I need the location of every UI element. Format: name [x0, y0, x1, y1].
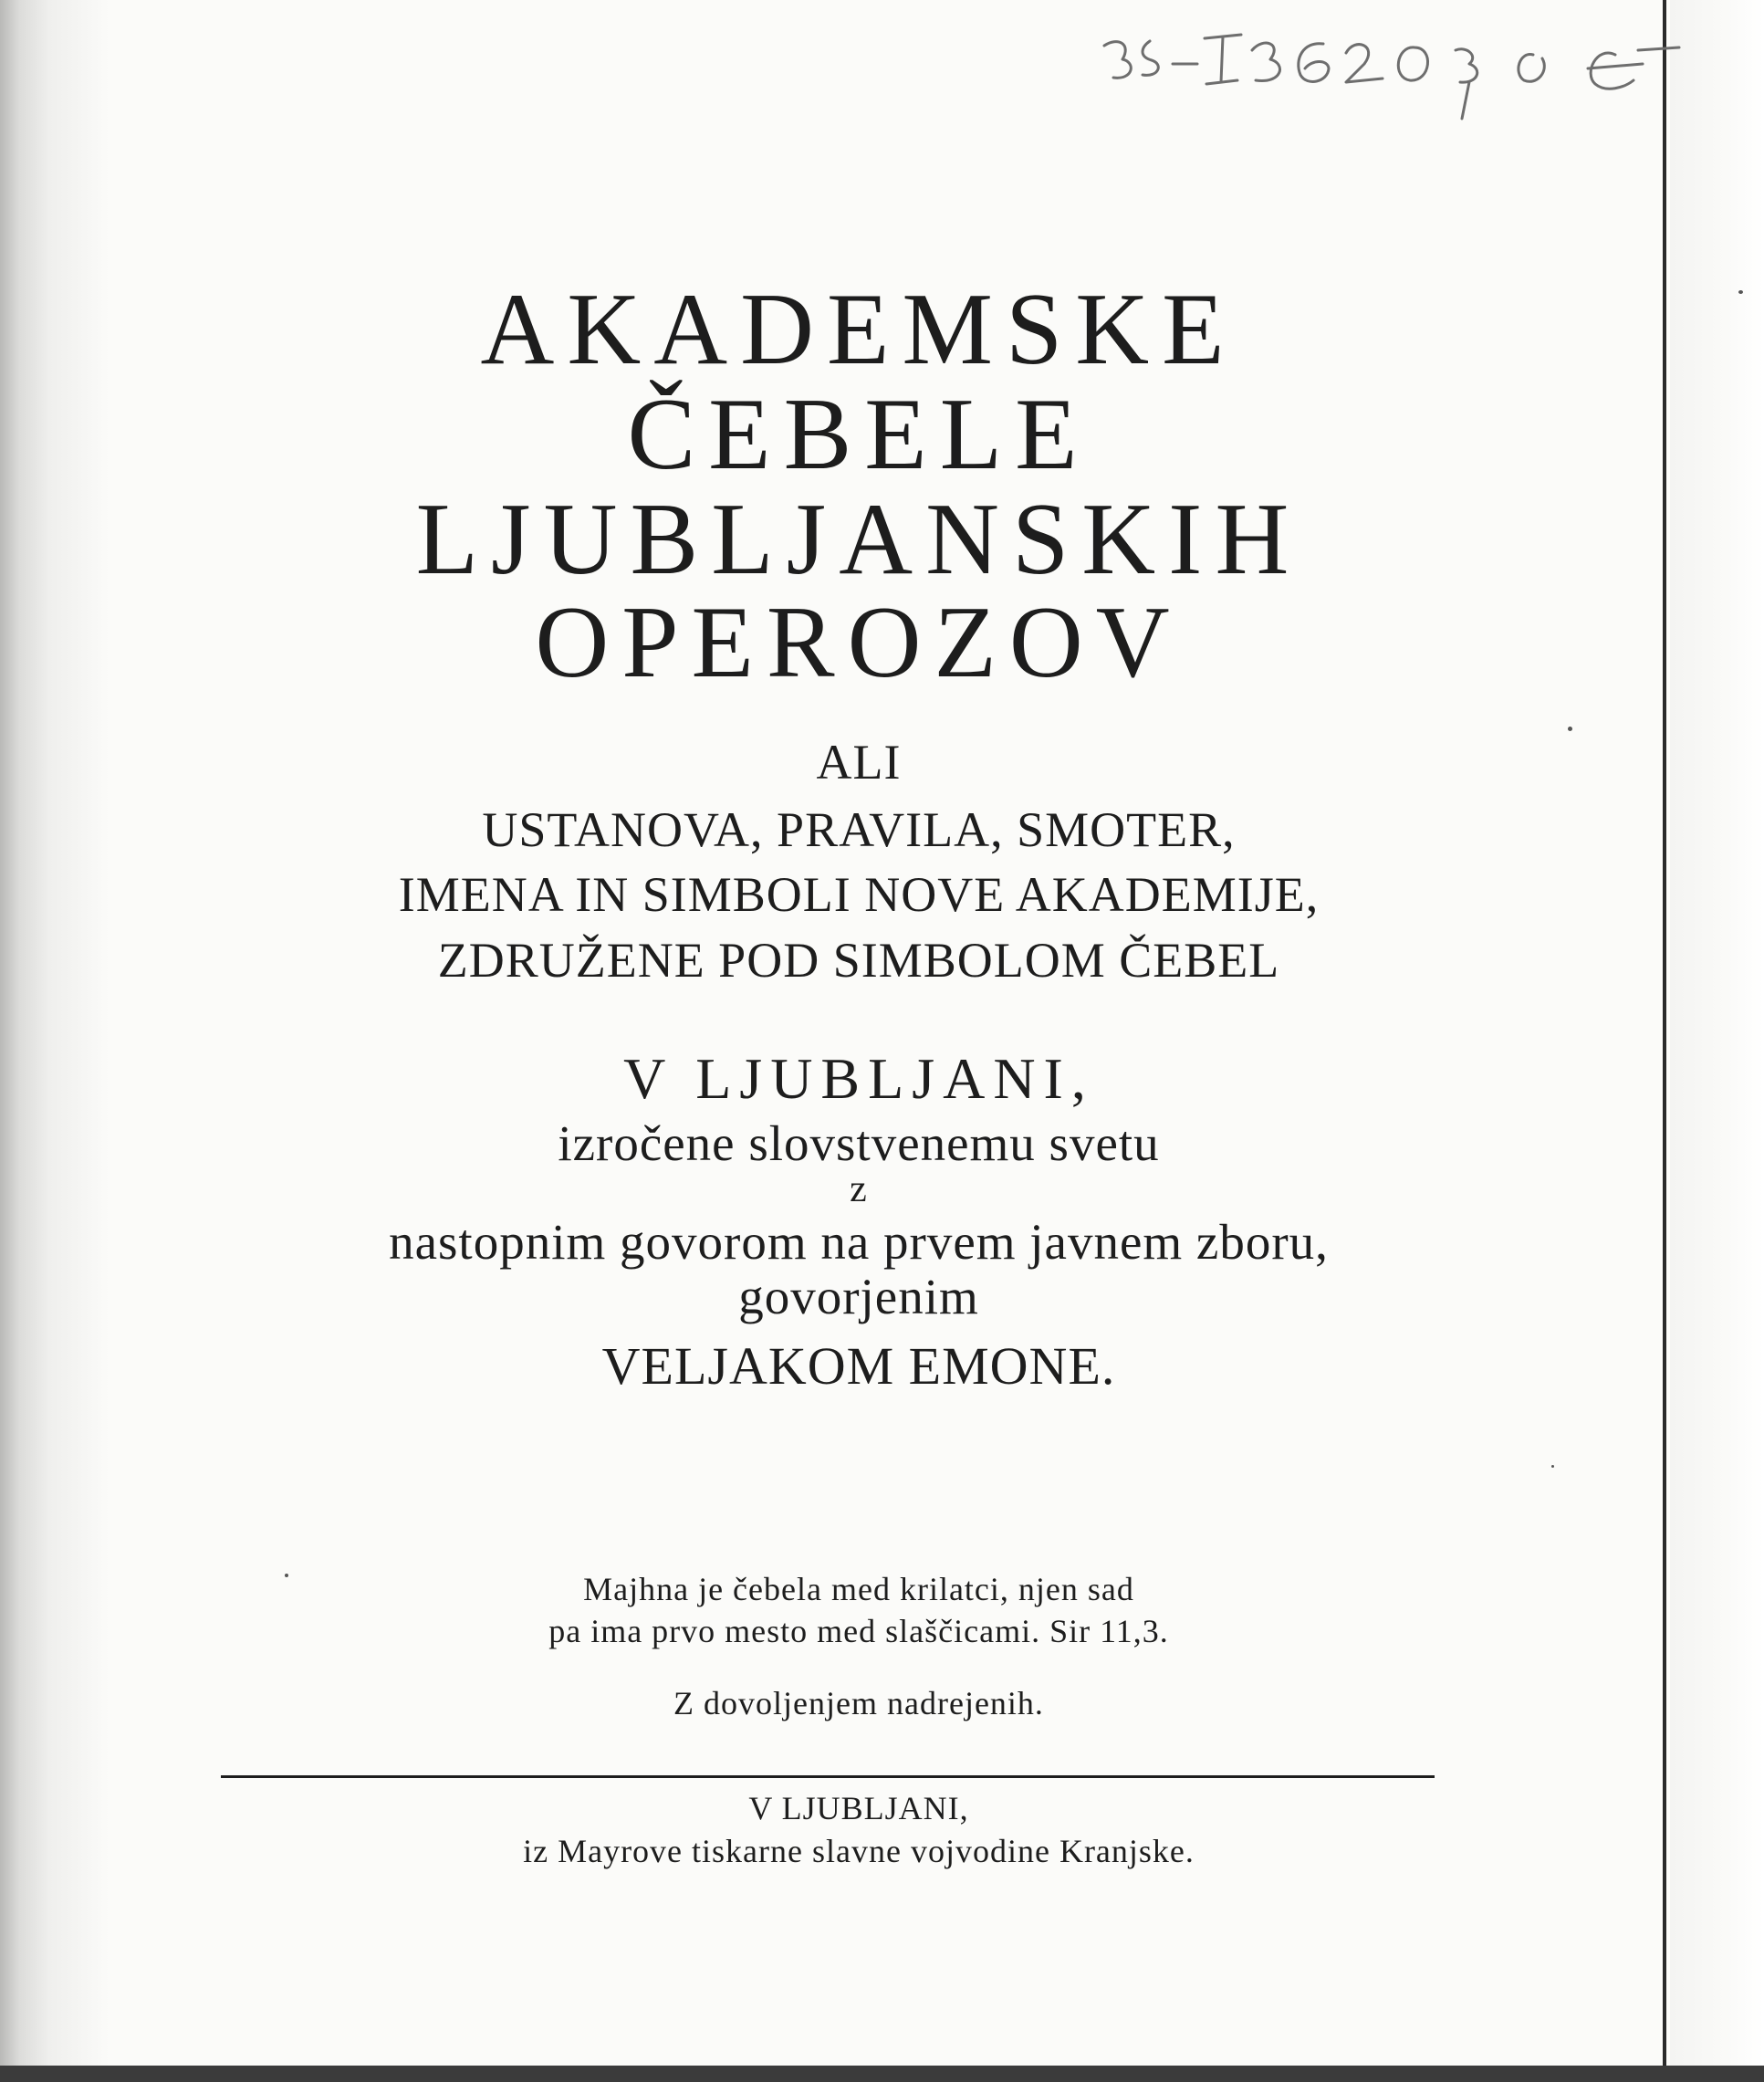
- dedication-place: V LJUBLJANI,: [623, 1046, 1094, 1111]
- subtitle-line-3: ZDRUŽENE POD SIMBOLOM ČEBEL: [437, 933, 1280, 988]
- dedication-line-1: izročene slovstvenemu svetu: [558, 1115, 1160, 1171]
- dedication-line-3: nastopnim govorom na prvem javnem zboru,: [389, 1214, 1329, 1270]
- imprint-place: V LJUBLJANI,: [748, 1790, 969, 1826]
- imprint-divider: [221, 1775, 1435, 1778]
- scan-speck: [1568, 727, 1572, 731]
- motto-line-1: Majhna je čebela med krilatci, njen sad: [583, 1571, 1134, 1607]
- handwritten-note: [1095, 27, 1688, 128]
- imprint-printer: iz Mayrove tiskarne slavne vojvodine Kranjske.: [523, 1833, 1195, 1869]
- subtitle-line-1: USTANOVA, PRAVILA, SMOTER,: [482, 802, 1236, 857]
- scan-speck: [1551, 1465, 1554, 1468]
- dedication-line-2: z: [850, 1168, 868, 1210]
- subtitle-conjunction: ALI: [816, 735, 902, 790]
- scan-speck: [285, 1574, 288, 1577]
- scan-speck: [1738, 290, 1743, 294]
- motto-line-2: pa ima prvo mesto med slaščicami. Sir 11,3.: [548, 1613, 1169, 1649]
- dedication-line-4: govorjenim: [738, 1269, 979, 1324]
- scan-bottom-edge: [0, 2066, 1764, 2082]
- title-line-2: ČEBELE: [627, 378, 1091, 491]
- title-line-1: AKADEMSKE: [480, 273, 1237, 386]
- title-line-4: OPEROZOV: [535, 586, 1183, 699]
- approval-note: Z dovoljenjem nadrejenih.: [673, 1685, 1044, 1721]
- dedication-author: VELJAKOM EMONE.: [601, 1336, 1116, 1396]
- subtitle-line-2: IMENA IN SIMBOLI NOVE AKADEMIJE,: [398, 867, 1320, 922]
- title-line-3: LJUBLJANSKIH: [415, 483, 1302, 596]
